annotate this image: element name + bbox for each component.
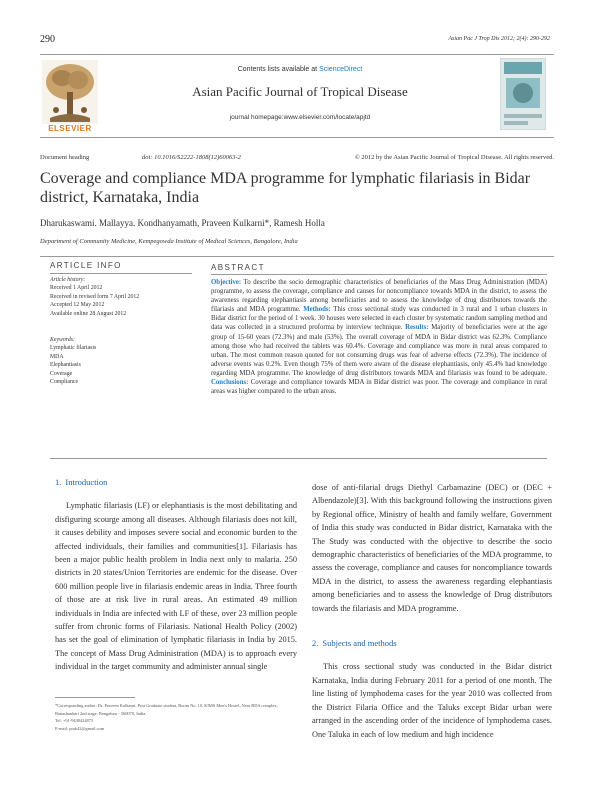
sciencedirect-link[interactable]: ScienceDirect [319, 66, 363, 73]
section-title: Introduction [65, 477, 108, 487]
contents-prefix: Contents lists available at [237, 66, 318, 73]
section-number: 1. [55, 477, 62, 487]
footnote [55, 702, 293, 732]
footnote-divider [55, 697, 135, 698]
article-info-heading: ARTICLE INFO [50, 261, 122, 270]
divider [50, 458, 547, 459]
publisher-logo-text: ELSEVIER [48, 124, 92, 133]
intro-paragraph-continued: dose of anti-filarial drugs Diethyl Carbamazine (DEC) or (DEC + Albendazole)[3]. With this background following the instructions given by Regional office, Ministry of health and family welfare, Government of India this study was conducted in Bidar district, Karnataka with the The Study was conducted with the objective to describe the socio demographic characteristics of beneficiaries of the MDA programme, to assess the coverage, compliance and causes for noncompliance towards MDA in the district, to assess the awareness regarding elephantiasis among beneficiaries and to assess the knowledge of Drug distributors towards the filariasis and MDA programme. [312, 483, 552, 613]
email[interactable]: E-mail: prak42@gmail.com [55, 725, 105, 731]
revised-date: Received in revised form 7 April 2012 [50, 293, 140, 300]
article-title: Coverage and compliance MDA programme for lymphatic filariasis in Bidar district, Karnataka, India [40, 170, 531, 206]
methods-text: This cross sectional study was conducted in 3 rural and 1 urban clusters in Bidar district for the period of 1 week. 30 houses were selected in each cluster by systematic random sampling method and data was collected in a structured proforma by interview technique. [211, 306, 547, 332]
section-heading-introduction [55, 476, 297, 489]
received-date: Received 1 April 2012 [50, 285, 103, 292]
objective-label: Objective: [211, 279, 242, 286]
keyword: Compliance [50, 379, 79, 386]
history-label: Article history: [50, 277, 86, 283]
accepted-date: Accepted 12 May 2012 [50, 302, 105, 309]
results-text: Majority of beneficiaries were at the age group of 15-60 years (72.3%) and male (53%). The overall coverage of MDA in Bidar district was 62.3%. Compliance among those who had received the tablets was 60.4%. Coverage and compliance was more in rural areas compared to urban. The most common reason quoted for not consuming drugs was fear of adverse effects (72.3%). The incidence of adverse events was 0.2%. Even though 75% of them were aware of the disease elephantiasis, only 45.4% had knowledge regarding MDA programme. The knowledge of drug distributors towards MDA and filariasis was found to be adequate. [211, 324, 547, 377]
affiliation: Department of Community Medicine, Kempegowda Institute of Medical Sciences, Bangalore, India [40, 238, 298, 245]
document-heading: Document heading [40, 154, 90, 161]
copyright: © 2012 by the Asian Pacific Journal of Tropical Disease. All rights reserved. [354, 154, 554, 161]
section-title: Subjects and methods [322, 638, 397, 649]
article-info [50, 276, 192, 386]
online-date: Available online 28 August 2012 [50, 310, 127, 317]
section-number: 2. [312, 638, 319, 649]
journal-homepage[interactable]: journal homepage:www.elsevier.com/locate/apjtd [229, 114, 371, 121]
keyword: MDA [50, 353, 64, 360]
keywords-label: Keywords: [50, 337, 75, 344]
divider [40, 256, 554, 257]
left-column [55, 477, 297, 686]
abstract-body [211, 278, 547, 396]
right-column [312, 481, 552, 753]
keyword: Lymphatic filariasis [50, 345, 97, 352]
journal-cover-icon [500, 58, 546, 130]
doi[interactable]: doi: 10.1016/S2222-1808(12)60063-2 [142, 154, 241, 161]
objective-text: To describe the socio demographic characteristics of beneficiaries of the Mass Drug Administration (MDA) programme, to assess the coverage, compliance and causes for noncompliance towards MDA in the district, to assess the awareness regarding elephantiasis among beneficiaries and to assess the knowledge of drug distributors towards the filariasis and MDA programme. [211, 279, 547, 314]
telephone: Tel: +91-9448424875 [55, 718, 94, 723]
conclusions-label: Conclusions: [211, 379, 249, 387]
keyword: Coverage [50, 370, 73, 377]
methods-label: Methods: [303, 306, 331, 314]
divider [211, 274, 547, 275]
section-heading-methods [312, 637, 552, 650]
running-header: Asian Pac J Trop Dis 2012; 2(4): 290-292 [448, 36, 550, 42]
abstract-heading: ABSTRACT [211, 263, 265, 272]
results-label: Results: [405, 324, 429, 332]
keyword: Elephantiasis [50, 362, 81, 369]
intro-paragraph: Lymphatic filariasis (LF) or elephantiasis is the most debilitating and disfiguring scourge among all diseases. Although filariasis does not kill, it causes debility and imposes severe social and economic burden to the affected individuals, their families and communities[1]. Filariasis has been a major public health problem in India next only to malaria. 250 districts in 20 states/Union Territories are endemic for the disease. Over 600 million people live in filariasis endemic areas in India. Three fourth of those are at risk live in rural areas. An estimated 49 million individuals in India are infected with LF of these, over 23 million people suffer from chronic forms of Filariasis. National Health Policy (2002) has set the goal of elimination of lymphatic filariasis in India by 2015. The concept of Mass Drug Administration (MDA) is to approach every individual in the target community and administer annual single [55, 501, 297, 672]
authors: Dharukaswami. Mallayya. Kondhanyamath, Praveen Kulkarni*, Ramesh Holla [40, 218, 325, 228]
divider [50, 273, 192, 274]
journal-title: Asian Pacific Journal of Tropical Disease [192, 84, 408, 99]
page-number: 290 [40, 34, 55, 45]
contents-available [110, 66, 490, 73]
corresponding-author: *Corresponding author: Dr. Praveen Kulkarni, Post Graduate student, Room No. 10, KIMS Men's Hostel, Near BDA complex, Banashankari 2nd stage, Bengaluru - 560070, India. [55, 703, 278, 716]
conclusions-text: Coverage and compliance towards MDA in Bidar district was poor. The coverage and compliance in rural areas was higher compared to the urban areas. [211, 379, 547, 396]
elsevier-tree-icon [42, 60, 98, 124]
methods-paragraph: This cross sectional study was conducted in the Bidar district Karnataka, India during February 2011 for a period of one month. The line listing of lymphodema cases for the year 2010 was collected from the District Filaria Office and the Taluks except Bidar urban were arranged in the ascending order of the incidence of lymphodema cases. One Taluka in each of low medium and high incidence [312, 662, 552, 739]
